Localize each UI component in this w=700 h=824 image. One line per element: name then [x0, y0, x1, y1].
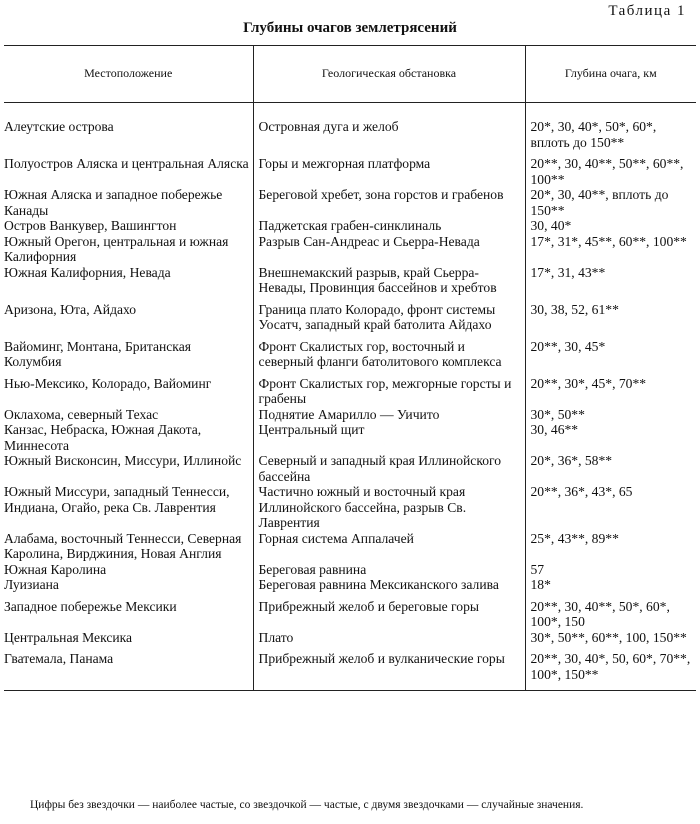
depth-cell: 57: [525, 562, 696, 578]
depth-cell: 25*, 43**, 89**: [525, 531, 696, 562]
geology-cell: Граница плато Колорадо, фронт системы Уосатч, западный край батолита Айдахо: [253, 296, 525, 333]
depth-cell: 20**, 30, 40**, 50*, 60*, 100*, 150: [525, 593, 696, 630]
depth-cell: 18*: [525, 577, 696, 593]
table-row: [4, 187, 696, 218]
table-row: [4, 484, 696, 531]
geology-cell: Горы и межгорная платформа: [253, 150, 525, 187]
table-row: [4, 630, 696, 646]
location-cell: Вайоминг, Монтана, Британская Колумбия: [4, 338, 191, 369]
depth-cell: 20**, 30*, 45*, 70**: [525, 370, 696, 407]
location-cell: Аризона, Юта, Айдахо: [4, 301, 137, 317]
geology-cell: Горная система Аппалачей: [253, 531, 525, 562]
geology-cell: Частично южный и восточный края Иллинойского бассейна, разрыв Св. Лаврентия: [253, 484, 525, 531]
table-row: [4, 593, 696, 630]
geology-cell: Паджетская грабен-синклиналь: [253, 218, 525, 234]
table-row: [4, 422, 696, 453]
depth-cell: 20*, 30, 40*, 50*, 60*, вплоть до 150**: [525, 103, 696, 151]
location-cell: Южный Орегон, центральная и южная Калифорния: [4, 233, 229, 264]
geology-cell: Островная дуга и желоб: [253, 103, 525, 151]
geology-cell: Северный и западный края Иллинойского бассейна: [253, 453, 525, 484]
depth-cell: 30, 40*: [525, 218, 696, 234]
depth-cell: 20**, 30, 40**, 50**, 60**, 100**: [525, 150, 696, 187]
depth-cell: 30*, 50**: [525, 407, 696, 423]
location-cell: Алабама, восточный Теннесси, Северная Каролина, Вирджиния, Новая Англия: [4, 530, 242, 561]
geology-cell: Береговая равнина: [253, 562, 525, 578]
earthquake-depth-table: [4, 45, 696, 691]
depth-cell: 17*, 31, 43**: [525, 265, 696, 296]
table-row: [4, 453, 696, 484]
table-row: [4, 296, 696, 333]
header-depth: Глубина очага, км: [525, 46, 696, 103]
geology-cell: Плато: [253, 630, 525, 646]
table-row: [4, 333, 696, 370]
geology-cell: Прибрежный желоб и береговые горы: [253, 593, 525, 630]
table-number: Таблица 1: [608, 3, 686, 19]
depth-cell: 30, 46**: [525, 422, 696, 453]
location-cell: Южная Калифорния, Невада: [4, 264, 171, 280]
location-cell: Алеутские острова: [4, 119, 114, 134]
depth-cell: 20**, 30, 40*, 50, 60*, 70**, 100*, 150**: [525, 645, 696, 691]
location-cell: Луизиана: [4, 577, 59, 592]
depth-cell: 20*, 30, 40**, вплоть до 150**: [525, 187, 696, 218]
depth-cell: 30*, 50**, 60**, 100, 150**: [525, 630, 696, 646]
location-cell: Южный Висконсин, Миссури, Иллинойс: [4, 453, 242, 468]
table-title: Глубины очагов землетрясений: [243, 20, 457, 36]
geology-cell: Центральный щит: [253, 422, 525, 453]
table-row: [4, 103, 696, 151]
table-row: [4, 265, 696, 296]
location-cell: Южная Аляска и западное побережье Канады: [4, 187, 223, 218]
table-row: [4, 218, 696, 234]
table-footnote: Цифры без звездочки — наиболее частые, со звездочкой — частые, с двумя звездочками — случайные значения.: [30, 799, 584, 811]
table-row: [4, 562, 696, 578]
header-geology: Геологическая обстановка: [253, 46, 525, 103]
table-row: [4, 577, 696, 593]
header-location: Местоположение: [4, 46, 253, 103]
location-cell: Центральная Мексика: [4, 629, 133, 645]
header-row: [4, 46, 696, 103]
table-row: [4, 150, 696, 187]
geology-cell: Береговой хребет, зона горстов и грабенов: [253, 187, 525, 218]
location-cell: Южный Миссури, западный Теннесси, Индиана, Огайо, река Св. Лаврентия: [4, 484, 230, 515]
geology-cell: Внешнемакский разрыв, край Сьерра-Невады, Провинция бассейнов и хребтов: [253, 265, 525, 296]
table-row: [4, 531, 696, 562]
geology-cell: Фронт Скалистых гор, межгорные горсты и грабены: [253, 370, 525, 407]
table-row: [4, 645, 696, 691]
location-cell: Полуостров Аляска и центральная Аляска: [4, 156, 249, 171]
location-cell: Западное побережье Мексики: [4, 598, 177, 614]
geology-cell: Прибрежный желоб и вулканические горы: [253, 645, 525, 691]
depth-cell: 20**, 30, 45*: [525, 333, 696, 370]
location-cell: Нью-Мексико, Колорадо, Вайоминг: [4, 375, 212, 391]
location-cell: Канзас, Небраска, Южная Дакота, Миннесота: [4, 422, 202, 453]
depth-cell: 20**, 36*, 43*, 65: [525, 484, 696, 531]
depth-cell: 20*, 36*, 58**: [525, 453, 696, 484]
geology-cell: Береговая равнина Мексиканского залива: [253, 577, 525, 593]
location-cell: Остров Ванкувер, Вашингтон: [4, 218, 177, 233]
location-cell: Оклахома, северный Техас: [4, 406, 159, 422]
depth-cell: 30, 38, 52, 61**: [525, 296, 696, 333]
table-row: [4, 234, 696, 265]
geology-cell: Фронт Скалистых гор, восточный и северный фланги батолитового комплекса: [253, 333, 525, 370]
depth-cell: 17*, 31*, 45**, 60**, 100**: [525, 234, 696, 265]
location-cell: Гватемала, Панама: [4, 645, 253, 691]
table-row: [4, 370, 696, 407]
geology-cell: Поднятие Амарилло — Уичито: [253, 407, 525, 423]
geology-cell: Разрыв Сан-Андреас и Сьерра-Невада: [253, 234, 525, 265]
table-row: [4, 407, 696, 423]
location-cell: Южная Каролина: [4, 561, 107, 577]
